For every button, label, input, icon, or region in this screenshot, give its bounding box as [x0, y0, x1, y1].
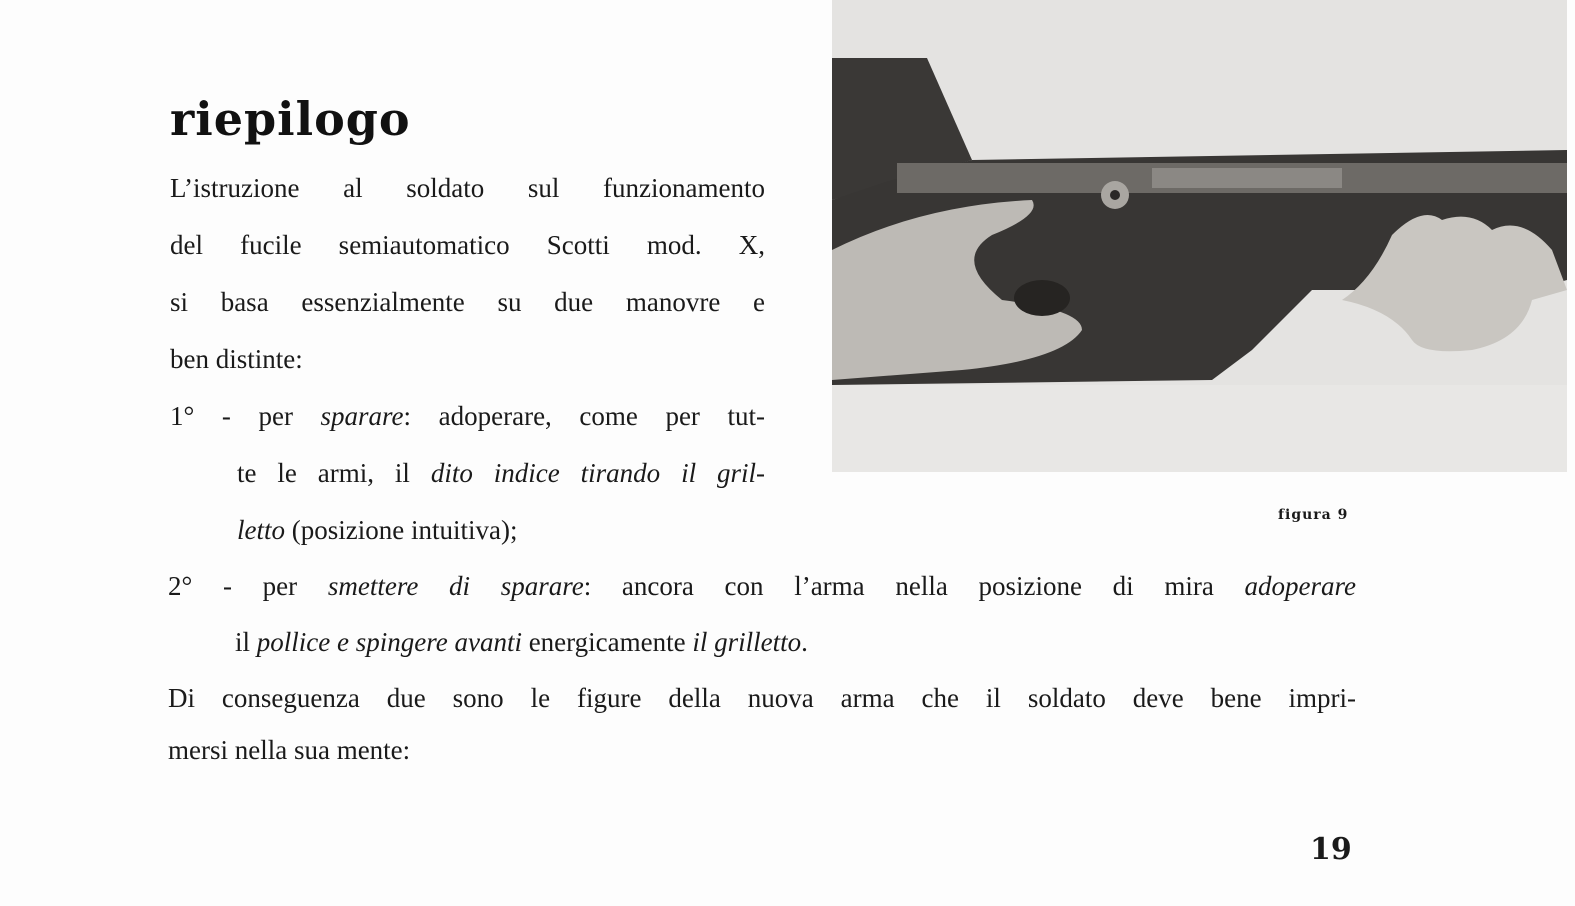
figure-caption: figura 9: [1278, 507, 1349, 523]
italic-text: il grilletto: [692, 627, 802, 657]
text-line: [237, 513, 737, 547]
text-segment: energicamente: [521, 627, 693, 657]
text-segment: .: [801, 627, 808, 657]
text-line: [168, 733, 668, 767]
text-segment: : ancora con l’arma nella posizione di mira: [583, 571, 1245, 601]
text-segment: L’istruzione al soldato sul funzionamento: [170, 173, 765, 203]
text-segment: il: [235, 627, 257, 657]
text-line: [168, 569, 1356, 603]
text-segment: (posizione intuitiva);: [285, 515, 518, 545]
text-line: [170, 285, 765, 319]
text-segment: del fucile semiautomatico Scotti mod. X,: [170, 230, 765, 260]
italic-text: letto: [237, 515, 285, 545]
rifle-photo: [832, 0, 1567, 472]
section-heading: riepilogo: [170, 92, 411, 146]
text-line: [170, 399, 765, 433]
text-line: [237, 456, 765, 490]
text-line: [170, 171, 765, 205]
text-line: [168, 681, 1356, 715]
italic-text: sparare: [320, 401, 404, 431]
italic-text: pollice e spingere avanti: [256, 627, 522, 657]
text-segment: 1° - per: [170, 401, 321, 431]
text-line: [235, 625, 1035, 659]
text-line: [170, 228, 765, 262]
text-segment: mersi nella sua mente:: [168, 735, 411, 765]
italic-text: smettere di sparare: [327, 571, 584, 601]
text-segment: te le armi, il: [237, 458, 431, 488]
text-segment: ben distinte:: [170, 344, 303, 374]
text-segment: : adoperare, come per tut-: [403, 401, 766, 431]
italic-text: adoperare: [1244, 571, 1357, 601]
text-segment: 2° - per: [168, 571, 328, 601]
italic-text: dito indice tirando il gril-: [430, 458, 765, 488]
text-segment: Di conseguenza due sono le figure della nuova arma che il soldato deve bene impri-: [168, 683, 1356, 713]
text-line: [170, 342, 470, 376]
text-segment: si basa essenzialmente su due manovre e: [170, 287, 765, 317]
page-number: 19: [1310, 832, 1352, 867]
